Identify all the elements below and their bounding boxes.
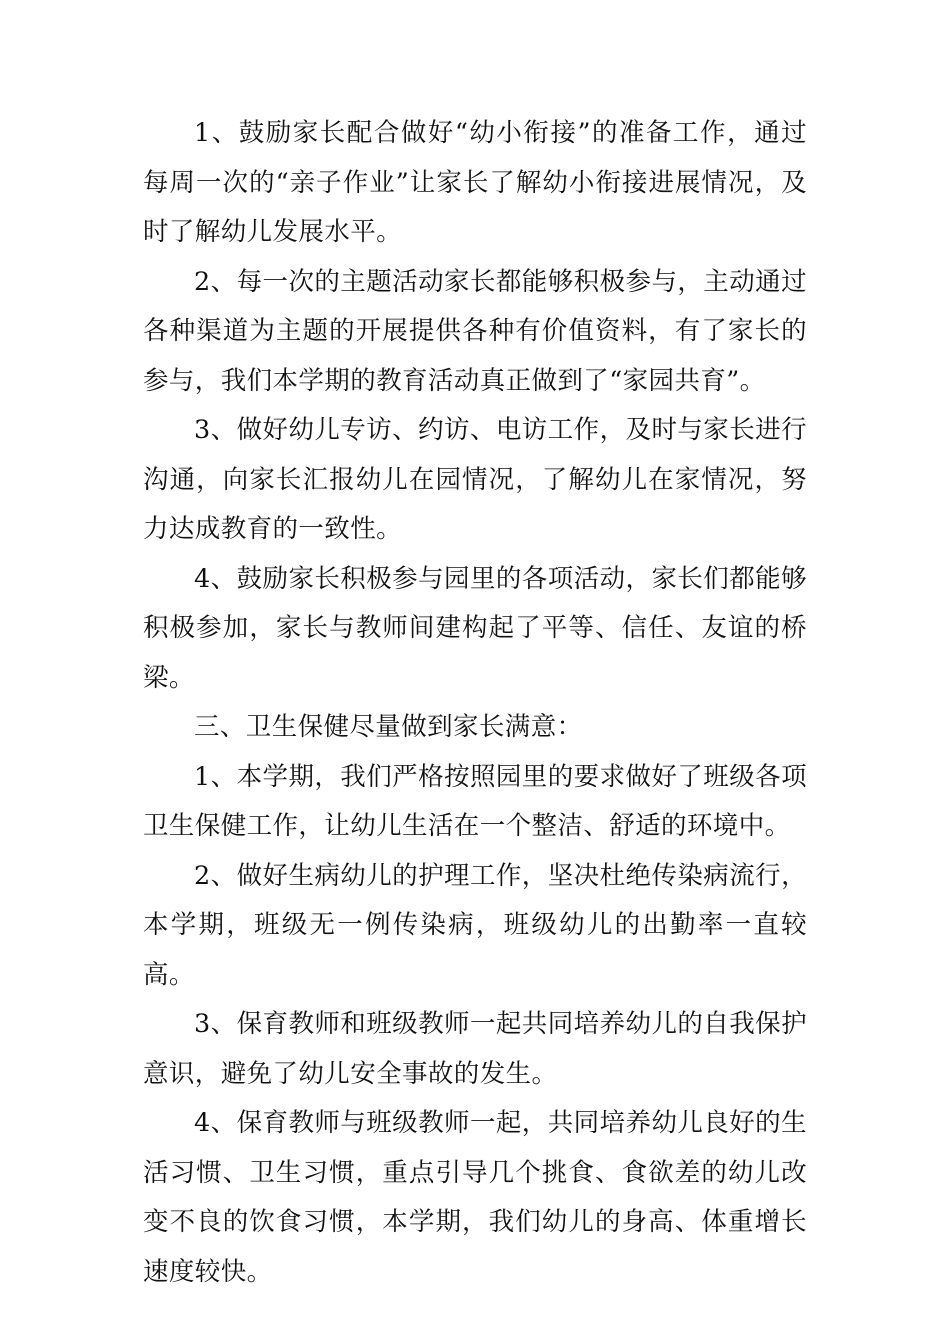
paragraph-living-habits: 4、保育教师与班级教师一起，共同培养幼儿良好的生活习惯、卫生习惯，重点引导几个挑食、食欲差的幼儿改变不良的饮食习惯，本学期，我们幼儿的身高、体重增长速度较快。 [143, 1108, 807, 1287]
paragraph-self-protection: 3、保育教师和班级教师一起共同培养幼儿的自我保护意识，避免了幼儿安全事故的发生。 [143, 1009, 807, 1089]
paragraph-parent-cooperation: 1、鼓励家长配合做好“幼小衔接”的准备工作，通过每周一次的“亲子作业”让家长了解幼小衔接进展情况，及时了解幼儿发展水平。 [143, 118, 807, 247]
paragraph-parent-participation: 4、鼓励家长积极参与园里的各项活动，家长们都能够积极参加，家长与教师间建构起了平等、信任、友谊的桥梁。 [143, 563, 807, 693]
section-heading-health-care: 三、卫生保健尽量做到家长满意： [194, 712, 583, 742]
paragraph-sick-care: 2、做好生病幼儿的护理工作，坚决杜绝传染病流行，本学期，班级无一例传染病，班级幼儿的出勤率一直较高。 [143, 860, 807, 990]
paragraph-hygiene-work: 1、本学期，我们严格按照园里的要求做好了班级各项卫生保健工作，让幼儿生活在一个整洁、舒适的环境中。 [143, 761, 807, 841]
paragraph-home-visits: 3、做好幼儿专访、约访、电访工作，及时与家长进行沟通，向家长汇报幼儿在园情况，了解幼儿在家情况，努力达成教育的一致性。 [143, 415, 807, 544]
paragraph-theme-activities: 2、每一次的主题活动家长都能够积极参与，主动通过各种渠道为主题的开展提供各种有价值资料，有了家长的参与，我们本学期的教育活动真正做到了“家园共育”。 [143, 266, 807, 396]
document-body [143, 109, 807, 1297]
